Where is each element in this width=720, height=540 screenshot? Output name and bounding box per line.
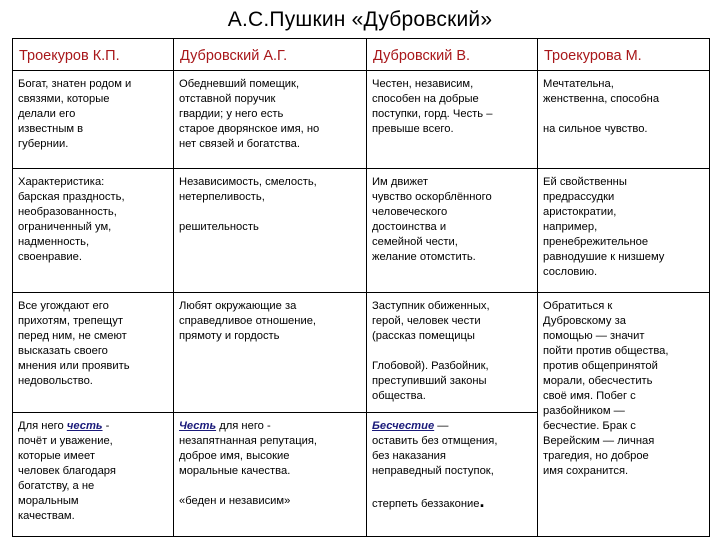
cell-line: трагедия, но доброе — [543, 450, 649, 462]
table-cell — [174, 293, 367, 413]
cell-line: справедливое отношение, — [179, 315, 317, 327]
cell-text: - — [102, 420, 110, 432]
cell-line: человек благодаря — [18, 465, 116, 477]
cell-line — [18, 419, 168, 434]
cell-line: пойти против общества, — [543, 345, 669, 357]
cell-line: герой, человек чести — [372, 315, 481, 327]
cell-line: нет связей и богатства. — [179, 138, 300, 150]
cell-line: Независимость, смелость, — [179, 176, 317, 188]
table-row — [13, 293, 710, 413]
cell-line: ограниченный ум, — [18, 221, 112, 233]
cell-line: без наказания — [372, 450, 446, 462]
cell-text: Для него — [18, 420, 67, 432]
cell-text: для него - — [216, 420, 271, 432]
cell-line — [179, 419, 361, 434]
table-cell — [174, 413, 367, 537]
cell-line: Дубровскому за — [543, 315, 626, 327]
header-row — [13, 39, 710, 71]
cell-line: превыше всего. — [372, 123, 454, 135]
table-cell — [538, 293, 710, 537]
cell-line: поступки, горд. Честь – — [372, 108, 493, 120]
header-dubrovsky-ag: Дубровский А.Г. — [174, 39, 367, 71]
cell-line: (рассказ помещицы — [372, 330, 475, 342]
cell-line: Мечтательна, — [543, 78, 614, 90]
cell-line: имя сохранится. — [543, 465, 629, 477]
cell-line: прямоту и гордость — [179, 330, 280, 342]
cell-line: желание отомстить. — [372, 251, 476, 263]
table-cell — [367, 169, 538, 293]
cell-line: Все угождают его — [18, 300, 109, 312]
cell-line: оставить без отмщения, — [372, 435, 498, 447]
cell-line: Обедневший помещик, — [179, 78, 300, 90]
cell-line: семейной чести, — [372, 236, 458, 248]
table-row — [13, 71, 710, 169]
highlight-word: Бесчестие — [372, 420, 435, 432]
cell-line: связями, которые — [18, 93, 110, 105]
cell-line: гвардии; у него есть — [179, 108, 284, 120]
cell-text: — — [434, 420, 449, 432]
table-cell — [538, 71, 710, 169]
cell-line: доброе имя, высокие — [179, 450, 290, 462]
cell-line: своенравие. — [18, 251, 83, 263]
cell-line: Ей свойственны — [543, 176, 627, 188]
table-cell — [367, 293, 538, 413]
cell-line: Им движет — [372, 176, 429, 188]
cell-line: недовольство. — [18, 375, 93, 387]
cell-line: чувство оскорблённого — [372, 191, 492, 203]
table-cell — [367, 71, 538, 169]
table-cell — [538, 169, 710, 293]
cell-line: женственна, способна — [543, 93, 660, 105]
cell-line: помощью — значит — [543, 330, 645, 342]
comparison-table — [12, 38, 710, 537]
cell-line: делали его — [18, 108, 76, 120]
cell-line: преступивший законы — [372, 375, 487, 387]
cell-line: решительность — [179, 221, 259, 233]
highlight-word: честь — [66, 420, 103, 432]
cell-line: мнения или проявить — [18, 360, 130, 372]
cell-line: моральным — [18, 495, 79, 507]
cell-line: качествам. — [18, 510, 75, 522]
header-troekurov: Троекуров К.П. — [13, 39, 174, 71]
cell-line: богатству, а не — [18, 480, 95, 492]
cell-line: на сильное чувство. — [543, 123, 648, 135]
cell-line: надменность, — [18, 236, 90, 248]
cell-text: . — [479, 491, 485, 511]
cell-line: «беден и независим» — [179, 495, 291, 507]
header-dubrovsky-v: Дубровский В. — [367, 39, 538, 71]
cell-line: которые имеет — [18, 450, 95, 462]
cell-line: известным в — [18, 123, 84, 135]
cell-line: моральные качества. — [179, 465, 291, 477]
cell-line: Характеристика: — [18, 176, 105, 188]
cell-line: разбойником — — [543, 405, 625, 417]
cell-line: отставной поручик — [179, 93, 276, 105]
cell-line: Богат, знатен родом и — [18, 78, 132, 90]
page-title: А.С.Пушкин «Дубровский» — [227, 8, 493, 31]
cell-line: достоинства и — [372, 221, 447, 233]
cell-line: Честен, независим, — [372, 78, 474, 90]
table-cell — [13, 413, 174, 537]
cell-line: необразованность, — [18, 206, 117, 218]
cell-line: человеческого — [372, 206, 448, 218]
table-cell — [174, 169, 367, 293]
highlight-word: Честь — [179, 420, 217, 432]
cell-line — [372, 491, 532, 512]
cell-line: старое дворянское имя, но — [179, 123, 320, 135]
cell-line: неправедный поступок, — [372, 465, 494, 477]
cell-line: предрассудки — [543, 191, 615, 203]
cell-line: прихотям, трепещут — [18, 315, 123, 327]
cell-line: против общепринятой — [543, 360, 658, 372]
cell-line: Глобовой). Разбойник, — [372, 360, 489, 372]
cell-line: Обратиться к — [543, 300, 613, 312]
cell-line: равнодушие к низшему — [543, 251, 665, 263]
cell-line: пренебрежительное — [543, 236, 649, 248]
cell-line: перед ним, не смеют — [18, 330, 127, 342]
cell-line: общества. — [372, 390, 426, 402]
header-troekurova: Троекурова М. — [538, 39, 710, 71]
cell-line: морали, обесчестить — [543, 375, 653, 387]
cell-line: бесчестие. Брак с — [543, 420, 636, 432]
cell-line: Верейским — личная — [543, 435, 655, 447]
cell-line: губернии. — [18, 138, 69, 150]
cell-line: нетерпеливость, — [179, 191, 265, 203]
cell-line: например, — [543, 221, 598, 233]
cell-line: Любят окружающие за — [179, 300, 297, 312]
cell-line: Заступник обиженных, — [372, 300, 490, 312]
cell-line: незапятнанная репутация, — [179, 435, 318, 447]
table-cell — [13, 71, 174, 169]
table-cell — [13, 169, 174, 293]
table-row — [13, 169, 710, 293]
table-cell — [367, 413, 538, 537]
cell-line: сословию. — [543, 266, 598, 278]
cell-line: высказать своего — [18, 345, 108, 357]
cell-line: барская праздность, — [18, 191, 125, 203]
cell-line: аристократии, — [543, 206, 617, 218]
cell-line: способен на добрые — [372, 93, 479, 105]
table-cell — [13, 293, 174, 413]
cell-text: стерпеть беззаконие — [372, 498, 480, 510]
cell-line — [372, 419, 532, 434]
table-cell — [174, 71, 367, 169]
cell-line: почёт и уважение, — [18, 435, 113, 447]
cell-line: своё имя. Побег с — [543, 390, 636, 402]
